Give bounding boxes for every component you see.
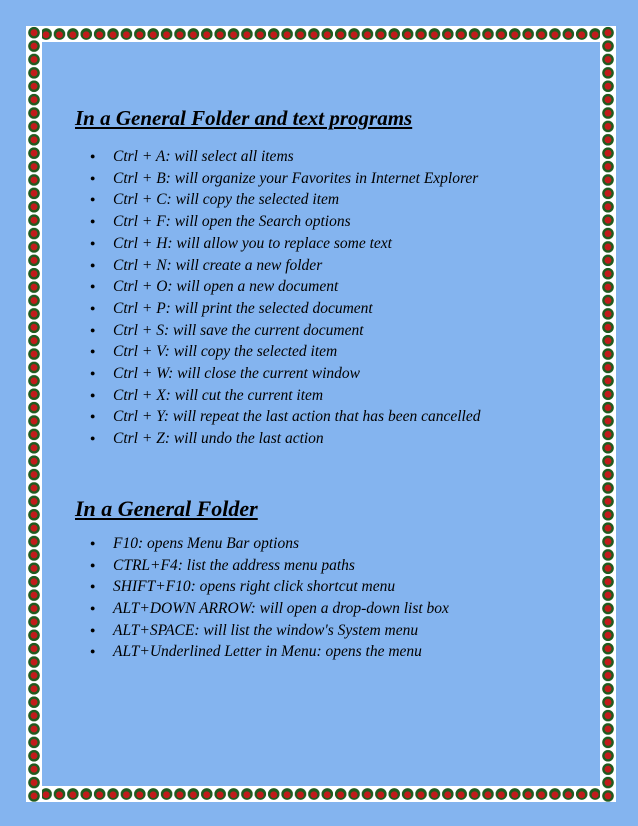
decorative-border-bottom xyxy=(26,786,616,802)
list-item xyxy=(75,189,585,211)
decorative-border-top xyxy=(26,26,616,42)
list-item-text: ALT+SPACE: will list the window's System menu xyxy=(113,621,419,639)
list-item xyxy=(75,533,585,555)
decorative-border-right xyxy=(600,26,616,802)
list-item xyxy=(75,641,585,663)
document-content xyxy=(75,108,585,663)
list-item xyxy=(75,341,585,363)
bullet-icon: ● xyxy=(90,346,96,357)
list-item xyxy=(75,620,585,642)
list-item xyxy=(75,146,585,168)
list-item-text: CTRL+F4: list the address menu paths xyxy=(113,556,355,574)
bullet-icon: ● xyxy=(90,194,96,205)
list-item-text: F10: opens Menu Bar options xyxy=(113,534,299,552)
list-item-text: Ctrl + W: will close the current window xyxy=(113,365,360,383)
list-item xyxy=(75,385,585,407)
bullet-icon: ● xyxy=(90,537,96,548)
bullet-icon: ● xyxy=(90,581,96,592)
list-item xyxy=(75,555,585,577)
bullet-icon: ● xyxy=(90,216,96,227)
list-item xyxy=(75,428,585,450)
bullet-icon: ● xyxy=(90,602,96,613)
list-item-text: Ctrl + Z: will undo the last action xyxy=(113,430,324,448)
list-item-text: Ctrl + B: will organize your Favorites in Internet Explorer xyxy=(113,169,479,187)
list-item-text: Ctrl + Y: will repeat the last action that has been cancelled xyxy=(113,408,481,426)
list-item-text: SHIFT+F10: opens right click shortcut menu xyxy=(113,578,396,596)
bullet-icon: ● xyxy=(90,324,96,335)
list-item-text: Ctrl + N: will create a new folder xyxy=(113,256,323,274)
list-item-text: Ctrl + X: will cut the current item xyxy=(113,386,324,404)
list-item xyxy=(75,168,585,190)
section-heading-general-folder-and-text-programs: In a General Folder and text programs xyxy=(75,106,413,130)
section-heading-general-folder: In a General Folder xyxy=(75,495,258,521)
bullet-icon: ● xyxy=(90,172,96,183)
bullet-icon: ● xyxy=(90,411,96,422)
list-item xyxy=(75,406,585,428)
list-item xyxy=(75,233,585,255)
bullet-icon: ● xyxy=(90,624,96,635)
bullet-icon: ● xyxy=(90,281,96,292)
bullet-icon: ● xyxy=(90,559,96,570)
decorative-border-left xyxy=(26,26,42,802)
list-item-text: Ctrl + A: will select all items xyxy=(113,148,294,165)
list-item xyxy=(75,363,585,385)
list-item xyxy=(75,320,585,342)
bullet-icon: ● xyxy=(90,259,96,270)
bullet-icon: ● xyxy=(90,433,96,444)
list-item-text: ALT+Underlined Letter in Menu: opens the menu xyxy=(113,643,422,661)
list-item-text: Ctrl + P: will print the selected document xyxy=(113,299,373,317)
list-item-text: Ctrl + S: will save the current document xyxy=(113,321,364,339)
list-item-text: Ctrl + F: will open the Search options xyxy=(113,213,351,231)
bullet-icon: ● xyxy=(90,151,96,161)
list-item-text: ALT+DOWN ARROW: will open a drop-down list box xyxy=(113,599,449,617)
bullet-icon: ● xyxy=(90,302,96,313)
list-item-text: Ctrl + V: will copy the selected item xyxy=(113,343,338,361)
bullet-icon: ● xyxy=(90,646,96,657)
list-item xyxy=(75,276,585,298)
bullet-icon: ● xyxy=(90,368,96,379)
shortcut-list-general-folder-and-text-programs xyxy=(75,146,585,450)
list-item-text: Ctrl + C: will copy the selected item xyxy=(113,191,340,209)
list-item xyxy=(75,598,585,620)
list-item xyxy=(75,211,585,233)
list-item-text: Ctrl + O: will open a new document xyxy=(113,278,339,296)
bullet-icon: ● xyxy=(90,237,96,248)
shortcut-list-general-folder xyxy=(75,533,585,663)
list-item xyxy=(75,255,585,277)
list-item-text: Ctrl + H: will allow you to replace some text xyxy=(113,234,392,252)
bullet-icon: ● xyxy=(90,389,96,400)
list-item xyxy=(75,298,585,320)
list-item xyxy=(75,576,585,598)
